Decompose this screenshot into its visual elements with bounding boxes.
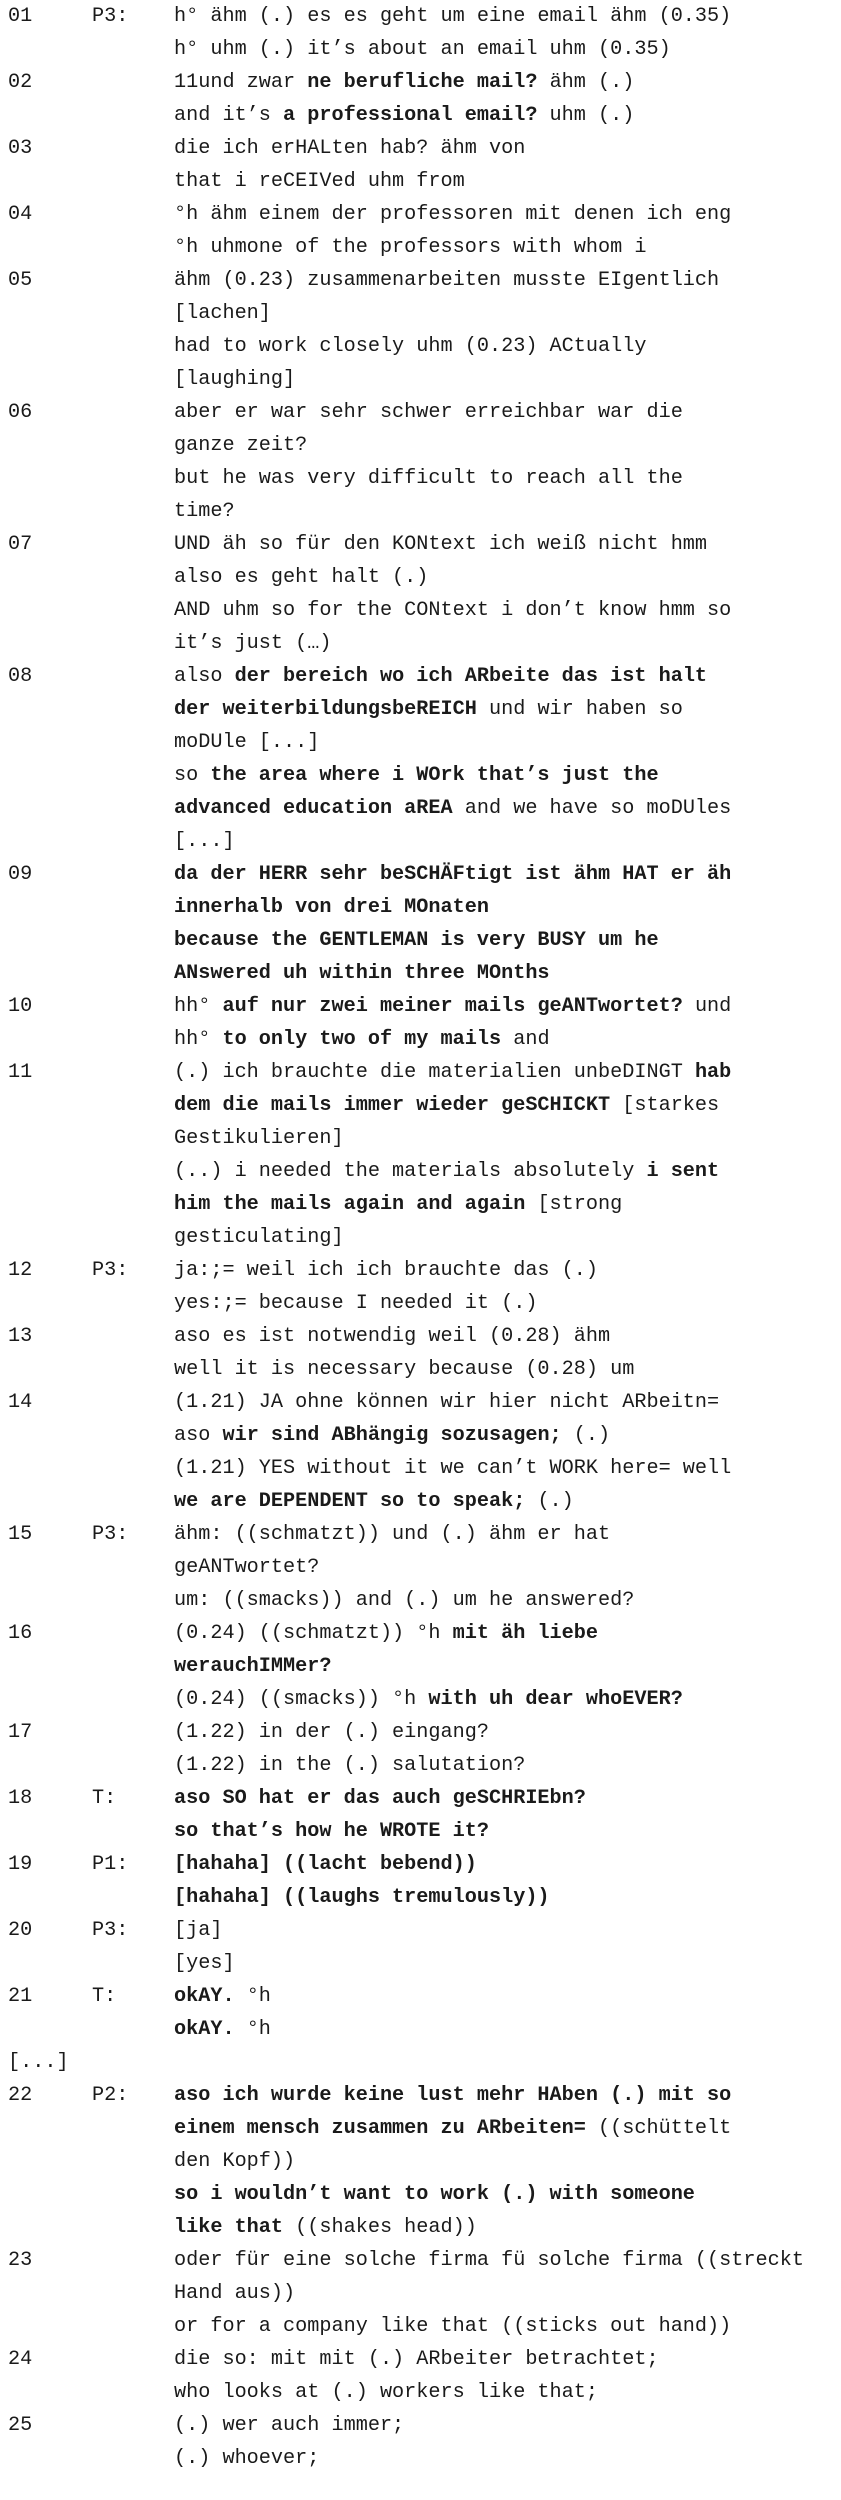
text-segment: °h [234, 2018, 271, 2041]
text-segment: °h ähm einem der professoren mit denen ich eng [174, 203, 732, 226]
utterance-line [174, 924, 834, 957]
speaker-label: T: [92, 1985, 117, 2008]
utterance-text [174, 66, 834, 132]
utterance-line [174, 1914, 834, 1947]
emphasized-segment: auf nur zwei meiner mails geANTwortet? [222, 995, 683, 1018]
utterance-line [174, 33, 834, 66]
transcript-row [0, 1254, 841, 1320]
text-segment: um: ((smacks)) and (.) um he answered? [174, 1589, 635, 1612]
text-segment: die so: mit mit (.) ARbeiter betrachtet; [174, 2348, 659, 2371]
text-segment: [strong [525, 1193, 623, 1216]
text-segment: °h [234, 1985, 271, 2008]
text-segment: Hand aus)) [174, 2282, 296, 2305]
utterance-line [174, 759, 834, 792]
text-segment: also [174, 665, 235, 688]
text-segment: ähm (.) [537, 71, 635, 94]
utterance-line [174, 462, 834, 495]
emphasized-segment: okAY. [174, 2018, 235, 2041]
utterance-line [174, 2211, 834, 2244]
utterance-text [174, 990, 834, 1056]
utterance-line [174, 231, 834, 264]
utterance-line [174, 594, 834, 627]
transcript-row [0, 2079, 841, 2244]
utterance-line [174, 627, 834, 660]
line-number: 03 [8, 137, 33, 160]
emphasized-segment: aso SO hat er das auch geSCHRIEbn? [174, 1787, 586, 1810]
utterance-line [174, 1749, 834, 1782]
text-segment: yes:;= because I needed it (.) [174, 1292, 538, 1315]
utterance-text [174, 1386, 834, 1518]
utterance-line [174, 2376, 834, 2409]
utterance-line [174, 1122, 834, 1155]
transcript-row [0, 1518, 841, 1617]
utterance-line [174, 561, 834, 594]
emphasized-segment: innerhalb von drei MOnaten [174, 896, 489, 919]
line-number: 09 [8, 863, 33, 886]
transcript-row [0, 660, 841, 858]
text-segment: well it is necessary because (0.28) um [174, 1358, 635, 1381]
text-segment: [laughing] [174, 368, 296, 391]
speaker-label: P3: [92, 1919, 129, 1942]
emphasized-segment: advanced education aREA [174, 797, 453, 820]
utterance-line [174, 264, 834, 297]
emphasized-segment: okAY. [174, 1985, 235, 2008]
text-segment: gesticulating] [174, 1226, 344, 1249]
text-segment: (1.22) in the (.) salutation? [174, 1754, 526, 1777]
emphasized-segment: einem mensch zusammen zu ARbeiten= [174, 2117, 586, 2140]
text-segment: h° uhm (.) it’s about an email uhm (0.35) [174, 38, 671, 61]
emphasized-segment: because the GENTLEMAN is very BUSY um he [174, 929, 659, 952]
line-number: 06 [8, 401, 33, 424]
utterance-line [174, 1419, 834, 1452]
text-segment: den Kopf)) [174, 2150, 296, 2173]
emphasized-segment: to only two of my mails [222, 1028, 502, 1051]
transcript-row [0, 2343, 841, 2409]
line-number: 13 [8, 1325, 33, 1348]
utterance-line [174, 396, 834, 429]
text-segment: (1.21) YES without it we can’t WORK here= well [174, 1457, 732, 1480]
text-segment: 11und zwar [174, 71, 308, 94]
transcript-row [0, 66, 841, 132]
line-number: 05 [8, 269, 33, 292]
text-segment: oder für eine solche firma fü solche firma ((streckt [174, 2249, 804, 2272]
utterance-line [174, 2277, 834, 2310]
text-segment: (1.22) in der (.) eingang? [174, 1721, 489, 1744]
transcript-row [0, 0, 841, 66]
text-segment: but he was very difficult to reach all the [174, 467, 683, 490]
line-number: 08 [8, 665, 33, 688]
text-segment: ja:;= weil ich ich brauchte das (.) [174, 1259, 599, 1282]
utterance-text [174, 2343, 834, 2409]
utterance-line [174, 1353, 834, 1386]
utterance-text [174, 1848, 834, 1914]
utterance-text [174, 1782, 834, 1848]
line-number: 17 [8, 1721, 33, 1744]
line-number: 07 [8, 533, 33, 556]
transcript-row [0, 264, 841, 396]
utterance-line [174, 1980, 834, 2013]
speaker-label: P3: [92, 1523, 129, 1546]
text-segment: (.) [561, 1424, 611, 1447]
utterance-line [174, 2409, 834, 2442]
transcript-row [0, 1914, 841, 1980]
text-segment: [lachen] [174, 302, 271, 325]
emphasized-segment: wir sind ABhängig sozusagen; [222, 1424, 562, 1447]
utterance-text [174, 528, 834, 660]
speaker-label: T: [92, 1787, 117, 1810]
utterance-line [174, 297, 834, 330]
utterance-line [174, 2310, 834, 2343]
transcript-row [0, 132, 841, 198]
utterance-line [174, 198, 834, 231]
emphasized-segment: da der HERR sehr beSCHÄFtigt ist ähm HAT er äh [174, 863, 732, 886]
utterance-line [174, 792, 834, 825]
transcript-row [0, 858, 841, 990]
utterance-line [174, 1221, 834, 1254]
line-number: 15 [8, 1523, 33, 1546]
transcript-row [0, 198, 841, 264]
emphasized-segment: i sent [646, 1160, 720, 1183]
text-segment: moDUle [...] [174, 731, 320, 754]
utterance-line [174, 1782, 834, 1815]
text-segment: so [174, 764, 211, 787]
utterance-line [174, 1155, 834, 1188]
emphasized-segment: so that’s how he WROTE it? [174, 1820, 489, 1843]
text-segment: hh° [174, 995, 223, 1018]
utterance-line [174, 1683, 834, 1716]
emphasized-segment: ANswered uh within three MOnths [174, 962, 550, 985]
utterance-line [174, 1485, 834, 1518]
utterance-line [174, 1848, 834, 1881]
line-number: 20 [8, 1919, 33, 1942]
line-number: 25 [8, 2414, 33, 2437]
utterance-line [174, 1056, 834, 1089]
utterance-text [174, 660, 834, 858]
utterance-text [174, 132, 834, 198]
speaker-label: P1: [92, 1853, 129, 1876]
text-segment: aber er war sehr schwer erreichbar war die [174, 401, 683, 424]
utterance-text [174, 1320, 834, 1386]
text-segment: (.) wer auch immer; [174, 2414, 405, 2437]
text-segment: aso es ist notwendig weil (0.28) ähm [174, 1325, 611, 1348]
emphasized-segment: like that [174, 2216, 284, 2239]
utterance-line [174, 1386, 834, 1419]
text-segment: hh° [174, 1028, 223, 1051]
line-number: 12 [8, 1259, 33, 1282]
utterance-text [174, 1716, 834, 1782]
transcript-row [0, 528, 841, 660]
utterance-line [174, 1650, 834, 1683]
utterance-text [174, 1980, 834, 2046]
emphasized-segment: a professional email? [283, 104, 538, 127]
speaker-label: P3: [92, 1259, 129, 1282]
utterance-line [174, 1254, 834, 1287]
utterance-line [174, 1881, 834, 1914]
utterance-text [174, 1254, 834, 1320]
utterance-line [174, 1320, 834, 1353]
utterance-line [174, 1617, 834, 1650]
line-number: 01 [8, 5, 33, 28]
line-number: 04 [8, 203, 33, 226]
text-segment: that i reCEIVed uhm from [174, 170, 465, 193]
text-segment: it’s just (…) [174, 632, 332, 655]
transcript-row [0, 990, 841, 1056]
utterance-line [174, 330, 834, 363]
transcript-row [0, 1386, 841, 1518]
utterance-line [174, 891, 834, 924]
utterance-text [174, 198, 834, 264]
transcript-row [0, 1617, 841, 1716]
transcript-row [0, 1980, 841, 2046]
text-segment: (1.21) JA ohne können wir hier nicht ARbeitn= [174, 1391, 720, 1414]
transcript-row [0, 1716, 841, 1782]
utterance-text [174, 2409, 834, 2475]
text-segment: und [682, 995, 732, 1018]
utterance-line [174, 2343, 834, 2376]
emphasized-segment: der weiterbildungsbeREICH [174, 698, 477, 721]
text-segment: and we have so moDUles [452, 797, 732, 820]
emphasized-segment: the area where i WOrk that’s just the [210, 764, 659, 787]
utterance-line [174, 2112, 834, 2145]
emphasized-segment: hab [694, 1061, 732, 1084]
utterance-line [174, 429, 834, 462]
text-segment: (..) i needed the materials absolutely [174, 1160, 647, 1183]
utterance-line [174, 2178, 834, 2211]
text-segment: °h uhmone of the professors with whom i [174, 236, 647, 259]
speaker-label: P2: [92, 2084, 129, 2107]
utterance-line [174, 1023, 834, 1056]
text-segment: and [501, 1028, 550, 1051]
text-segment: uhm (.) [537, 104, 635, 127]
utterance-line [174, 726, 834, 759]
text-segment: (.) [525, 1490, 574, 1513]
transcript-row [0, 2409, 841, 2475]
transcript-row [0, 1848, 841, 1914]
text-segment: UND äh so für den KONtext ich weiß nicht hmm [174, 533, 708, 556]
text-segment: time? [174, 500, 235, 523]
text-segment: had to work closely uhm (0.23) ACtually [174, 335, 647, 358]
utterance-line [174, 2244, 834, 2277]
utterance-text [174, 1056, 834, 1254]
text-segment: [ja] [174, 1919, 223, 1942]
utterance-line [174, 0, 834, 33]
text-segment: Gestikulieren] [174, 1127, 344, 1150]
omission-marker: [...] [8, 2051, 69, 2074]
utterance-line [174, 363, 834, 396]
text-segment: (0.24) ((schmatzt)) °h [174, 1622, 453, 1645]
emphasized-segment: werauchIMMer? [174, 1655, 332, 1678]
utterance-line [174, 858, 834, 891]
utterance-line [174, 66, 834, 99]
text-segment: who looks at (.) workers like that; [174, 2381, 599, 2404]
utterance-line [174, 1716, 834, 1749]
utterance-line [174, 1452, 834, 1485]
utterance-line [174, 1551, 834, 1584]
speaker-label: P3: [92, 5, 129, 28]
emphasized-segment: we are DEPENDENT so to speak; [174, 1490, 526, 1513]
text-segment: ganze zeit? [174, 434, 308, 457]
utterance-line [174, 1188, 834, 1221]
utterance-text [174, 1617, 834, 1716]
text-segment: aso [174, 1424, 223, 1447]
text-segment: ähm: ((schmatzt)) und (.) ähm er hat [174, 1523, 611, 1546]
text-segment: [...] [174, 830, 235, 853]
transcript-row [0, 2244, 841, 2343]
utterance-line [174, 99, 834, 132]
emphasized-segment: ne berufliche mail? [307, 71, 538, 94]
line-number: 21 [8, 1985, 33, 2008]
utterance-line [174, 495, 834, 528]
utterance-line [174, 2442, 834, 2475]
utterance-line [174, 165, 834, 198]
text-segment: (0.24) ((smacks)) °h [174, 1688, 429, 1711]
text-segment: [starkes [610, 1094, 720, 1117]
line-number: 10 [8, 995, 33, 1018]
utterance-line [174, 1947, 834, 1980]
utterance-line [174, 1584, 834, 1617]
text-segment: ((schüttelt [585, 2117, 732, 2140]
line-number: 16 [8, 1622, 33, 1645]
transcript-row [0, 1320, 841, 1386]
utterance-text [174, 1914, 834, 1980]
line-number: 11 [8, 1061, 33, 1084]
transcript-row [0, 396, 841, 528]
emphasized-segment: mit äh liebe [452, 1622, 599, 1645]
utterance-line [174, 2079, 834, 2112]
transcript-row [0, 1782, 841, 1848]
emphasized-segment: [hahaha] ((lacht bebend)) [174, 1853, 477, 1876]
line-number: 24 [8, 2348, 33, 2371]
text-segment: geANTwortet? [174, 1556, 320, 1579]
text-segment: ähm (0.23) zusammenarbeiten musste EIgentlich [174, 269, 720, 292]
utterance-line [174, 660, 834, 693]
line-number: 23 [8, 2249, 33, 2272]
line-number: 14 [8, 1391, 33, 1414]
text-segment: AND uhm so for the CONtext i don’t know hmm so [174, 599, 732, 622]
text-segment: or for a company like that ((sticks out hand)) [174, 2315, 732, 2338]
utterance-line [174, 990, 834, 1023]
utterance-line [174, 825, 834, 858]
emphasized-segment: him the mails again and again [174, 1193, 526, 1216]
text-segment: h° ähm (.) es es geht um eine email ähm (0.35) [174, 5, 732, 28]
utterance-line [174, 2145, 834, 2178]
line-number: 19 [8, 1853, 33, 1876]
utterance-text [174, 264, 834, 396]
emphasized-segment: dem die mails immer wieder geSCHICKT [174, 1094, 611, 1117]
utterance-line [174, 693, 834, 726]
emphasized-segment: der bereich wo ich ARbeite das ist halt [234, 665, 708, 688]
utterance-line [174, 957, 834, 990]
utterance-text [174, 858, 834, 990]
text-segment: und wir haben so [476, 698, 683, 721]
emphasized-segment: with uh dear whoEVER? [428, 1688, 683, 1711]
text-segment: die ich erHALten hab? ähm von [174, 137, 526, 160]
text-segment: ((shakes head)) [283, 2216, 477, 2239]
utterance-line [174, 2013, 834, 2046]
text-segment: also es geht halt (.) [174, 566, 429, 589]
utterance-text [174, 1518, 834, 1617]
utterance-line [174, 1518, 834, 1551]
emphasized-segment: aso ich wurde keine lust mehr HAben (.) mit so [174, 2084, 732, 2107]
utterance-line [174, 1815, 834, 1848]
utterance-text [174, 396, 834, 528]
text-segment: (.) whoever; [174, 2447, 320, 2470]
utterance-text [174, 2079, 834, 2244]
line-number: 22 [8, 2084, 33, 2107]
utterance-line [174, 1089, 834, 1122]
line-number: 18 [8, 1787, 33, 1810]
utterance-line [174, 1287, 834, 1320]
utterance-line [174, 132, 834, 165]
text-segment: [yes] [174, 1952, 235, 1975]
text-segment: and it’s [174, 104, 284, 127]
transcript-row [0, 1056, 841, 1254]
utterance-line [174, 528, 834, 561]
emphasized-segment: [hahaha] ((laughs tremulously)) [174, 1886, 550, 1909]
utterance-text [174, 0, 834, 66]
emphasized-segment: so i wouldn’t want to work (.) with someone [174, 2183, 695, 2206]
line-number: 02 [8, 71, 33, 94]
text-segment: (.) ich brauchte die materialien unbeDINGT [174, 1061, 695, 1084]
utterance-text [174, 2244, 834, 2343]
